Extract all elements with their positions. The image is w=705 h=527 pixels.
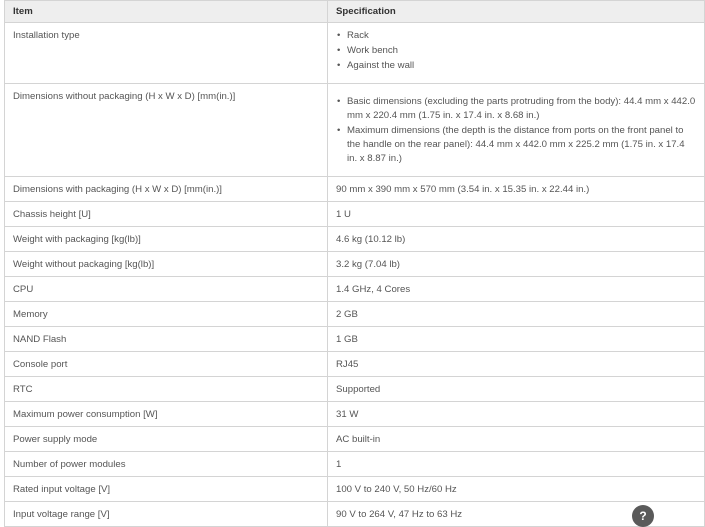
table-row: [5, 502, 705, 527]
table-row: [5, 452, 705, 477]
row-item: Dimensions without packaging (H x W x D) [mm(in.)]: [5, 84, 328, 177]
row-specification: 100 V to 240 V, 50 Hz/60 Hz: [328, 477, 705, 502]
table-row: [5, 302, 705, 327]
row-item: CPU: [5, 277, 328, 302]
row-specification: [328, 23, 705, 84]
help-icon[interactable]: ?: [632, 505, 654, 527]
table-row: [5, 327, 705, 352]
row-item: Dimensions with packaging (H x W x D) [mm(in.)]: [5, 177, 328, 202]
table-row: [5, 402, 705, 427]
list-item: • Work bench: [336, 44, 696, 58]
row-specification: 1 U: [328, 202, 705, 227]
row-item: Console port: [5, 352, 328, 377]
header-specification: Specification: [328, 1, 705, 23]
specification-list: [336, 29, 696, 73]
table-row: [5, 227, 705, 252]
header-item: Item: [5, 1, 328, 23]
row-specification: Supported: [328, 377, 705, 402]
table-row: [5, 352, 705, 377]
row-item: Maximum power consumption [W]: [5, 402, 328, 427]
table-row: [5, 177, 705, 202]
list-item: • Against the wall: [336, 59, 696, 73]
row-specification: RJ45: [328, 352, 705, 377]
table-row: [5, 277, 705, 302]
row-specification: 2 GB: [328, 302, 705, 327]
specification-list: [336, 95, 696, 166]
row-specification: 1.4 GHz, 4 Cores: [328, 277, 705, 302]
row-item: Number of power modules: [5, 452, 328, 477]
list-item: • Basic dimensions (excluding the parts protruding from the body): 44.4 mm x 442.0 mm x 220.4 mm (1.75 in. x 17.4 in. x 8.68 in.): [336, 95, 696, 123]
row-specification: 90 V to 264 V, 47 Hz to 63 Hz: [328, 502, 705, 527]
row-specification: 1 GB: [328, 327, 705, 352]
specification-table: [4, 0, 705, 527]
list-item: • Rack: [336, 29, 696, 43]
row-item: NAND Flash: [5, 327, 328, 352]
row-item: Installation type: [5, 23, 328, 84]
row-item: Memory: [5, 302, 328, 327]
table-row: [5, 427, 705, 452]
list-item: • Maximum dimensions (the depth is the distance from ports on the front panel to the handle on the rear panel): 44.4 mm x 442.0 mm x 225.2 mm (1.75 in. x 17.4 in. x 8.87 in.): [336, 124, 696, 166]
row-specification: 90 mm x 390 mm x 570 mm (3.54 in. x 15.35 in. x 22.44 in.): [328, 177, 705, 202]
table-row: [5, 252, 705, 277]
row-specification: 31 W: [328, 402, 705, 427]
row-item: Input voltage range [V]: [5, 502, 328, 527]
row-item: Rated input voltage [V]: [5, 477, 328, 502]
table-header-row: [5, 1, 705, 23]
row-item: Chassis height [U]: [5, 202, 328, 227]
row-specification: 4.6 kg (10.12 lb): [328, 227, 705, 252]
table-row: [5, 23, 705, 84]
row-specification: [328, 84, 705, 177]
row-item: RTC: [5, 377, 328, 402]
table-row: [5, 202, 705, 227]
row-specification: 1: [328, 452, 705, 477]
row-item: Weight without packaging [kg(lb)]: [5, 252, 328, 277]
table-row: [5, 84, 705, 177]
row-specification: AC built-in: [328, 427, 705, 452]
row-item: Weight with packaging [kg(lb)]: [5, 227, 328, 252]
table-row: [5, 477, 705, 502]
row-specification: 3.2 kg (7.04 lb): [328, 252, 705, 277]
table-row: [5, 377, 705, 402]
row-item: Power supply mode: [5, 427, 328, 452]
